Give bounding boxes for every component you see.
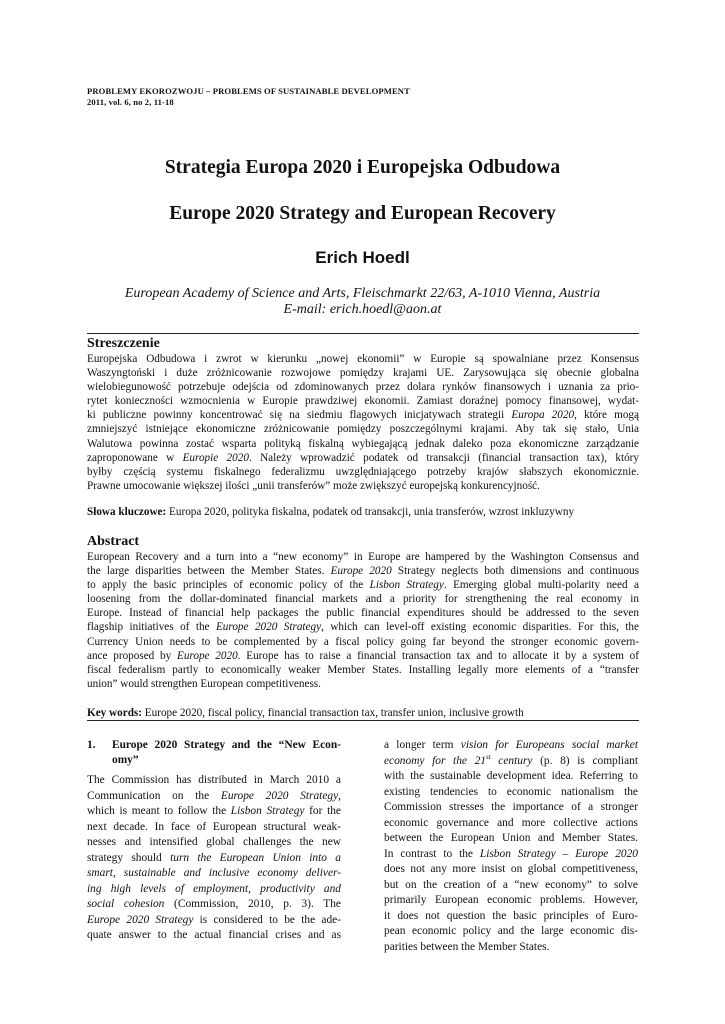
- text-line: existing tendencies to economic nationalism the: [384, 785, 638, 798]
- text-line: wielobiegunowość potrzebuje odejścia od zdominowanych przez dolara rynków finansowych i uznania za prio-: [87, 381, 639, 394]
- keywords-text: Europa 2020, polityka fiskalna, podatek od transakcji, unia transferów, wzrost inkluzywny: [166, 506, 575, 518]
- text-line: smart, sustainable and inclusive economy deliver-: [87, 867, 341, 879]
- top-rule: [87, 333, 639, 334]
- text-line: economic governance and more collective actions: [384, 816, 638, 829]
- text-line: Communication on the Europe 2020 Strategy,: [87, 789, 342, 802]
- bottom-rule: [87, 720, 639, 721]
- keywords-text: Europe 2020, fiscal policy, financial transaction tax, transfer union, inclusive growth: [142, 707, 524, 719]
- text-line: ki publiczne powinny koncentrować się na siedmiu flagowych inicjatywach strategii Europa 2020, które mogą: [87, 409, 639, 422]
- keywords-label: Key words:: [87, 707, 142, 719]
- text-line: it does not question the basic principles of Euro-: [384, 909, 638, 922]
- affiliation: European Academy of Science and Arts, Fleischmarkt 22/63, A-1010 Vienna, Austria: [124, 286, 601, 301]
- text-line: European Recovery and a turn into a “new economy” in Europe are hampered by the Washington Consensus and: [87, 551, 639, 563]
- text-line: In contrast to the Lisbon Strategy – Europe 2020: [384, 847, 638, 860]
- text-line: Europe. Instead of financial help packages the public financial expenditures should be addressed to the seven: [87, 607, 639, 620]
- text-line: between the European Union and Member States.: [384, 832, 638, 844]
- left-column-text: [87, 773, 341, 944]
- keywords-polish: [87, 505, 639, 519]
- journal-name: PROBLEMY EKOROZWOJU – PROBLEMS OF SUSTAINABLE DEVELOPMENT: [87, 86, 410, 96]
- text-line: Prawne umocowanie większej ilości „unii transferów” może zwiększyć europejską konkurencyjność.: [87, 479, 540, 492]
- keywords-english: [87, 706, 639, 720]
- text-line: zaproponowane w Europie 2020. Należy wprowadzić podatek od transakcji (financial transaction tax), który: [87, 451, 639, 464]
- text-line: Europejska Odbudowa i zwrot w kierunku „nowej ekonomii” w Europie są spowalniane przez Konsensus: [87, 353, 639, 365]
- keywords-label: Słowa kluczowe:: [87, 506, 167, 518]
- text-line: pean economic policy and the large economic dis-: [384, 925, 638, 937]
- title-polish: Strategia Europa 2020 i Europejska Odbudowa: [164, 157, 561, 178]
- text-line: quate answer to the actual financial crises and as: [87, 929, 341, 941]
- text-line: The Commission has distributed in March 2010 a: [87, 774, 341, 786]
- text-line: Currency Union needs to be complemented by a fiscal policy going far beyond the stronger economic govern-: [87, 635, 639, 648]
- text-line: rytet konieczności wzmocnienia w Europie prawdziwej ekonomii. Zamiast doraźnej pomocy finansowej, wydat-: [87, 395, 639, 408]
- title-english: Europe 2020 Strategy and European Recovery: [169, 203, 556, 224]
- streszczenie-body: [87, 352, 639, 493]
- author-name: Erich Hoedl: [315, 248, 410, 267]
- text-line: a longer term vision for Europeans social market: [384, 739, 639, 751]
- text-line: to apply the basic principles of economic policy of the Lisbon Strategy. Emerging global multi-polarity need a: [87, 579, 639, 592]
- abstract-heading: Abstract: [87, 534, 140, 549]
- text-line: does not any more insist on global competitiveness,: [384, 863, 638, 875]
- text-line: Waszyngtoński i duże zróżnicowanie rozwojowe pomiędzy krajami UE. Zarysowująca się obecnie globalna: [87, 367, 639, 380]
- text-line: ing high levels of employment, productivity and: [87, 882, 341, 895]
- affiliation-block: [0, 286, 725, 318]
- text-line: byłby częścią systemu fiskalnego federalizmu uwzględniającego potrzeby krajów słabszych ekonomicznie.: [87, 465, 639, 478]
- text-line: with the sustainable development idea. Referring to: [384, 770, 638, 782]
- text-line: which is meant to follow the Lisbon Strategy for the: [87, 805, 341, 817]
- text-line: social cohesion (Commission, 2010, p. 3). The: [87, 898, 341, 910]
- journal-header: [87, 86, 410, 108]
- right-column-text: [384, 738, 638, 955]
- text-line: strategy should turn the European Union into a: [87, 851, 341, 864]
- section-title: Europe 2020 Strategy and the “New Econ- omy”: [112, 739, 341, 766]
- author-email: E-mail: erich.hoedl@aon.at: [283, 302, 442, 317]
- text-line: nesses and intensified global challenges the new: [87, 836, 341, 848]
- text-line: union” would strengthen European competitiveness.: [87, 677, 321, 690]
- text-line: zmniejszyć istniejące ekonomiczne zróżnicowanie pomiędzy poszczególnymi krajami. Aby tak się stało, Unia: [87, 423, 639, 436]
- text-line: Walutowa powinna zostać wsparta polityką fiskalną wybiegającą jednak daleko poza ekonomiczne zarządzanie: [87, 437, 639, 450]
- journal-issue: 2011, vol. 6, no 2, 11-18: [87, 97, 174, 107]
- text-line: Commission stresses the importance of a stronger: [384, 801, 638, 813]
- text-line: next decade. In face of European structural weak-: [87, 820, 341, 833]
- text-line: ance proposed by Europe 2020. Europe has to raise a financial transaction tax and to allocate it by a system of: [87, 649, 639, 662]
- text-line: but on the creation of a “new economy” to solve: [384, 878, 638, 891]
- text-line: Europe 2020 Strategy is considered to be the ade-: [87, 913, 341, 926]
- text-line: fiscal federalism partly to economically weaker Member States. Installing legally more elements of a “transfer: [87, 663, 639, 676]
- text-line: economy for the 21st century (p. 8) is compliant: [384, 752, 638, 767]
- text-line: parities between the Member States.: [384, 940, 550, 953]
- section-number: 1.: [87, 739, 96, 751]
- streszczenie-heading: Streszczenie: [87, 336, 160, 351]
- text-line: the large disparities between the Member States. Europe 2020 Strategy neglects both dimensions and continuous: [87, 565, 639, 578]
- text-line: primarily European economic problems. However,: [384, 894, 638, 906]
- text-line: flagship initiatives of the Europe 2020 Strategy, which can level-off existing economic disparities. For this, the: [87, 621, 639, 634]
- text-line: loosening from the dollar-dominated financial markets and a priority for strengthening the real economy in: [87, 593, 639, 606]
- abstract-body: [87, 550, 639, 691]
